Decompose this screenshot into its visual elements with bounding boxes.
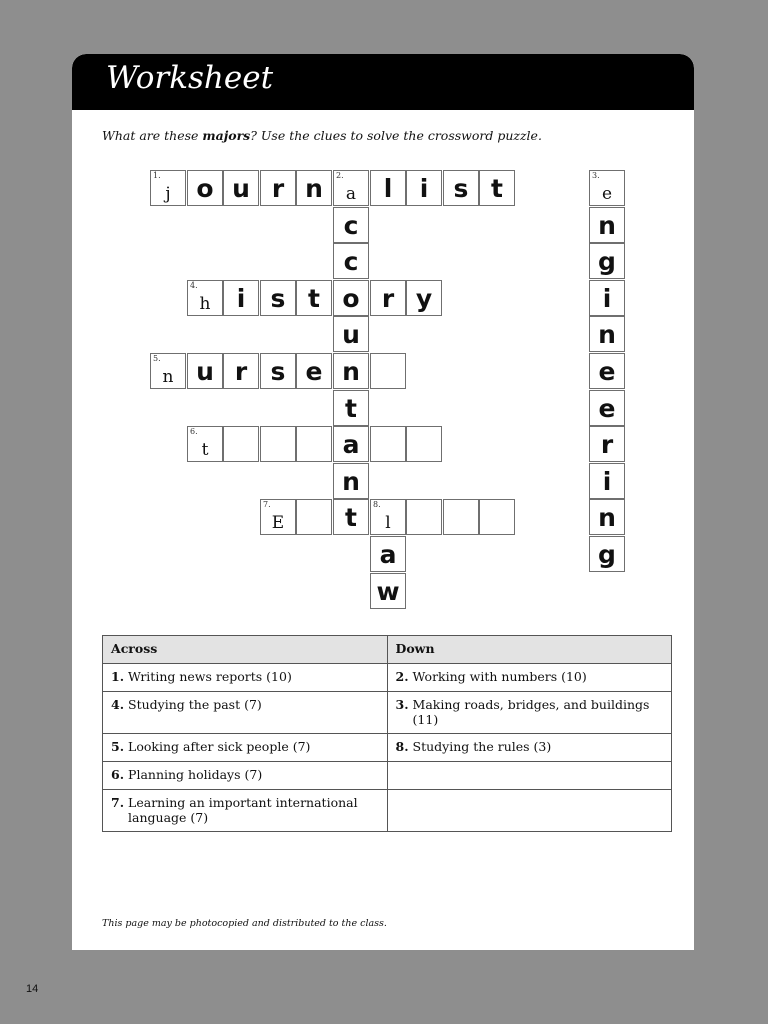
across-clue bbox=[103, 734, 388, 762]
cell-letter: i bbox=[419, 174, 429, 203]
cell-letter: t bbox=[345, 503, 357, 532]
across-clue bbox=[103, 664, 388, 692]
crossword-cell[interactable] bbox=[406, 499, 442, 535]
crossword-cell[interactable] bbox=[223, 170, 259, 206]
crossword-cell[interactable] bbox=[589, 170, 625, 206]
crossword-cell[interactable] bbox=[406, 426, 442, 462]
crossword-cell[interactable] bbox=[479, 170, 515, 206]
cell-letter: u bbox=[232, 174, 250, 203]
cell-letter: r bbox=[271, 174, 285, 203]
cell-letter: u bbox=[196, 357, 214, 386]
crossword-cell[interactable] bbox=[370, 573, 406, 609]
crossword-cell[interactable] bbox=[260, 499, 296, 535]
worksheet-page bbox=[72, 54, 694, 950]
crossword-cell[interactable] bbox=[443, 170, 479, 206]
crossword-cell[interactable] bbox=[333, 207, 369, 243]
clue-number: 5. bbox=[153, 354, 161, 363]
cell-letter: t bbox=[345, 394, 357, 423]
clue-number: 1. bbox=[111, 669, 125, 684]
crossword-cell[interactable] bbox=[589, 280, 625, 316]
cell-letter: n bbox=[162, 367, 174, 387]
crossword-cell[interactable] bbox=[223, 426, 259, 462]
cell-letter: n bbox=[598, 503, 616, 532]
down-clue bbox=[387, 692, 672, 734]
clue-number: 3. bbox=[592, 171, 600, 180]
crossword-cell[interactable] bbox=[187, 170, 223, 206]
cell-letter: E bbox=[271, 513, 285, 533]
cell-letter: s bbox=[453, 174, 469, 203]
cell-letter: t bbox=[308, 284, 320, 313]
cell-letter: n bbox=[342, 467, 360, 496]
cell-letter: c bbox=[343, 247, 359, 276]
across-clue bbox=[103, 790, 388, 832]
crossword-cell[interactable] bbox=[187, 280, 223, 316]
cell-letter: h bbox=[199, 294, 211, 314]
crossword-cell[interactable] bbox=[333, 353, 369, 389]
cell-letter: u bbox=[342, 320, 360, 349]
clue-number: 4. bbox=[190, 281, 198, 290]
clue-row bbox=[103, 692, 672, 734]
cell-letter: g bbox=[598, 540, 616, 569]
clue-row bbox=[103, 664, 672, 692]
down-clue bbox=[387, 790, 672, 832]
crossword-cell[interactable] bbox=[223, 280, 259, 316]
crossword-cell[interactable] bbox=[296, 499, 332, 535]
clue-number: 7. bbox=[111, 795, 125, 810]
clue-number: 6. bbox=[190, 427, 198, 436]
cell-letter: r bbox=[381, 284, 395, 313]
crossword-cell[interactable] bbox=[589, 463, 625, 499]
clue-number: 8. bbox=[395, 739, 409, 754]
clues-header-row bbox=[103, 636, 672, 664]
cell-letter: a bbox=[342, 430, 360, 459]
down-clue bbox=[387, 762, 672, 790]
across-clue bbox=[103, 762, 388, 790]
crossword-cell[interactable] bbox=[296, 353, 332, 389]
crossword-cell[interactable] bbox=[589, 316, 625, 352]
clue-text: Studying the rules (3) bbox=[412, 739, 552, 754]
cell-letter: t bbox=[491, 174, 503, 203]
crossword-cell[interactable] bbox=[370, 353, 406, 389]
cell-letter: j bbox=[165, 184, 171, 204]
clue-text: Writing news reports (10) bbox=[128, 669, 292, 684]
cell-letter: t bbox=[201, 440, 209, 460]
crossword-cell[interactable] bbox=[333, 390, 369, 426]
crossword-cell[interactable] bbox=[333, 280, 369, 316]
crossword-cell[interactable] bbox=[260, 353, 296, 389]
cell-letter: i bbox=[602, 284, 612, 313]
down-clue bbox=[387, 734, 672, 762]
cell-letter: r bbox=[234, 357, 248, 386]
crossword-cell[interactable] bbox=[589, 426, 625, 462]
crossword-cell[interactable] bbox=[260, 280, 296, 316]
cell-letter: e bbox=[305, 357, 323, 386]
cell-letter: l bbox=[385, 513, 391, 533]
clue-number: 6. bbox=[111, 767, 125, 782]
cell-letter: y bbox=[415, 284, 433, 313]
cell-letter: n bbox=[342, 357, 360, 386]
crossword-cell[interactable] bbox=[333, 499, 369, 535]
clue-text: Making roads, bridges, and buildings (11) bbox=[412, 697, 650, 727]
crossword-cell[interactable] bbox=[589, 207, 625, 243]
crossword-cell[interactable] bbox=[333, 170, 369, 206]
clue-text: Looking after sick people (7) bbox=[128, 739, 311, 754]
cell-letter: i bbox=[236, 284, 246, 313]
crossword-cell[interactable] bbox=[260, 170, 296, 206]
down-heading: Down bbox=[387, 636, 672, 664]
clue-text: Learning an important international language (7) bbox=[128, 795, 358, 825]
instructions-before: What are these bbox=[102, 128, 203, 143]
crossword-cell[interactable] bbox=[223, 353, 259, 389]
page-title: Worksheet bbox=[106, 60, 274, 96]
crossword-cell[interactable] bbox=[406, 280, 442, 316]
down-clue bbox=[387, 664, 672, 692]
clue-text: Working with numbers (10) bbox=[412, 669, 587, 684]
crossword-cell[interactable] bbox=[187, 353, 223, 389]
cell-letter: o bbox=[342, 284, 360, 313]
cell-letter: o bbox=[196, 174, 214, 203]
crossword-cell[interactable] bbox=[443, 499, 479, 535]
crossword-cell[interactable] bbox=[296, 170, 332, 206]
cell-letter: w bbox=[376, 577, 400, 606]
across-heading: Across bbox=[103, 636, 388, 664]
crossword-cell[interactable] bbox=[589, 243, 625, 279]
crossword-cell[interactable] bbox=[370, 280, 406, 316]
cell-letter: s bbox=[270, 357, 286, 386]
crossword-cell[interactable] bbox=[370, 499, 406, 535]
crossword-cell[interactable] bbox=[589, 353, 625, 389]
crossword-cell[interactable] bbox=[333, 316, 369, 352]
crossword-cell[interactable] bbox=[479, 499, 515, 535]
cell-letter: n bbox=[598, 211, 616, 240]
crossword-grid bbox=[72, 54, 694, 624]
cell-letter: s bbox=[270, 284, 286, 313]
clue-number: 1. bbox=[153, 171, 161, 180]
clue-row bbox=[103, 790, 672, 832]
clue-row bbox=[103, 734, 672, 762]
clue-number: 3. bbox=[395, 697, 409, 712]
across-clue bbox=[103, 692, 388, 734]
crossword-cell[interactable] bbox=[370, 170, 406, 206]
clue-row bbox=[103, 762, 672, 790]
cell-letter: r bbox=[600, 430, 614, 459]
instructions-after: ? Use the clues to solve the crossword puzzle. bbox=[250, 128, 542, 143]
page-number: 14 bbox=[26, 983, 39, 995]
photocopy-note: This page may be photocopied and distributed to the class. bbox=[102, 918, 387, 929]
crossword-cell[interactable] bbox=[150, 170, 186, 206]
crossword-cell[interactable] bbox=[333, 463, 369, 499]
crossword-cell[interactable] bbox=[150, 353, 186, 389]
crossword-cell[interactable] bbox=[589, 390, 625, 426]
crossword-cell[interactable] bbox=[333, 426, 369, 462]
cell-letter: e bbox=[598, 357, 616, 386]
cell-letter: e bbox=[598, 394, 616, 423]
crossword-cell[interactable] bbox=[187, 426, 223, 462]
crossword-cell[interactable] bbox=[296, 426, 332, 462]
crossword-cell[interactable] bbox=[370, 426, 406, 462]
cell-letter: i bbox=[602, 467, 612, 496]
cell-letter: l bbox=[383, 174, 393, 203]
cell-letter: e bbox=[601, 184, 613, 204]
clue-number: 2. bbox=[336, 171, 344, 180]
cell-letter: a bbox=[379, 540, 397, 569]
cell-letter: n bbox=[305, 174, 323, 203]
clues-table bbox=[102, 635, 672, 832]
crossword-cell[interactable] bbox=[406, 170, 442, 206]
clue-number: 2. bbox=[395, 669, 409, 684]
crossword-cell[interactable] bbox=[370, 536, 406, 572]
cell-letter: a bbox=[345, 184, 357, 204]
crossword-cell[interactable] bbox=[333, 243, 369, 279]
cell-letter: c bbox=[343, 211, 359, 240]
crossword-cell[interactable] bbox=[589, 499, 625, 535]
clue-number: 5. bbox=[111, 739, 125, 754]
crossword-cell[interactable] bbox=[589, 536, 625, 572]
cell-letter: g bbox=[598, 247, 616, 276]
clue-text: Planning holidays (7) bbox=[128, 767, 263, 782]
crossword-cell[interactable] bbox=[296, 280, 332, 316]
instructions-emphasis: majors bbox=[202, 128, 251, 143]
clue-text: Studying the past (7) bbox=[128, 697, 262, 712]
clue-number: 8. bbox=[373, 500, 381, 509]
crossword-cell[interactable] bbox=[260, 426, 296, 462]
clue-number: 4. bbox=[111, 697, 125, 712]
clue-number: 7. bbox=[263, 500, 271, 509]
cell-letter: n bbox=[598, 320, 616, 349]
